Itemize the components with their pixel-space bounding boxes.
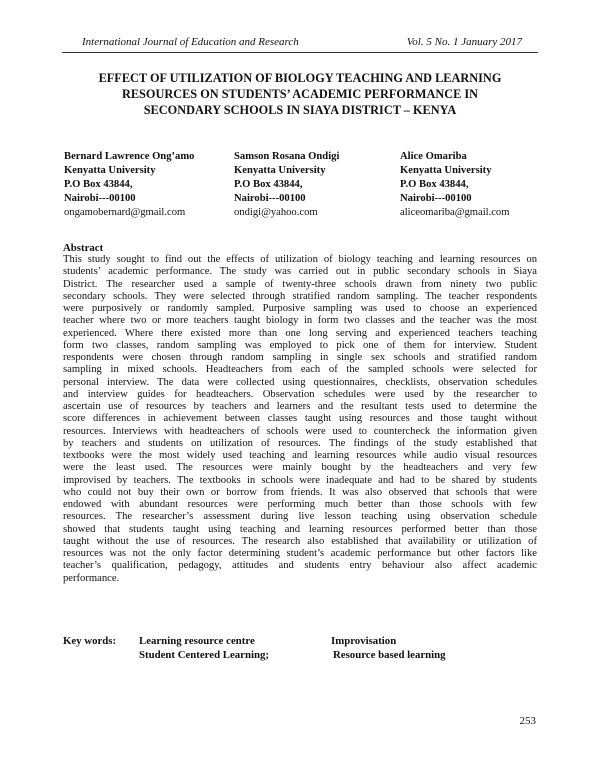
author-city: Nairobi---00100 — [234, 193, 306, 204]
keyword: Resource based learning — [333, 649, 446, 661]
title-line: SECONDARY SCHOOLS IN SIAYA DISTRICT – KENYA — [143, 103, 457, 117]
abstract-line: form two classes, random sampling was employed to pick one of them for interview. Student — [63, 339, 537, 351]
author-block — [64, 150, 194, 220]
author-name: Bernard Lawrence Ong’amo — [64, 151, 195, 162]
abstract-line: resources. The researcher’s assessment during live lesson teaching using observation schedule — [63, 511, 537, 523]
keyword: Learning resource centre — [139, 635, 255, 647]
keywords-label: Key words: — [63, 635, 117, 647]
author-institution: Kenyatta University — [64, 165, 156, 176]
author-block — [400, 150, 509, 220]
abstract-line: taught without the use of resources. The research also established that availability or utilization of — [63, 535, 537, 547]
abstract-line: by teachers and students on utilization of resources. The findings of the study established that — [63, 437, 537, 449]
author-institution: Kenyatta University — [234, 165, 326, 176]
abstract-line: students’ academic performance. The study was carried out in public secondary schools in Siaya — [63, 266, 537, 278]
running-header — [82, 36, 522, 52]
keyword: Student Centered Learning; — [139, 649, 269, 661]
abstract-line: showed that students taught using teaching and learning resources performed better than those — [63, 523, 537, 535]
abstract-line: personal interview. The data were collected using questionnaires, checklists, observation schedules — [63, 376, 537, 388]
abstract-line: were the least used. The resources were mainly bought by the headteachers and very few — [63, 462, 537, 474]
author-name: Samson Rosana Ondigi — [234, 151, 340, 162]
author-block — [234, 150, 339, 220]
abstract-line: respondents were chosen through random sampling in single sex schools and stratified random — [63, 352, 537, 363]
abstract-line: teacher’s qualification, pedagogy, attitudes and students entry behaviour also affect academic — [63, 560, 537, 572]
journal-name: International Journal of Education and Research — [82, 36, 299, 48]
author-box: P.O Box 43844, — [64, 179, 133, 190]
abstract-line: This study sought to find out the effects of utilization of biology teaching and learning resources on — [63, 254, 537, 265]
keywords — [63, 635, 533, 665]
author-institution: Kenyatta University — [400, 165, 492, 176]
author-city: Nairobi---00100 — [64, 193, 136, 204]
header-rule — [62, 52, 538, 53]
abstract-line: sampling in mixed schools. Headteachers from each of the sampled schools were selected for — [63, 364, 537, 376]
title-line: RESOURCES ON STUDENTS’ ACADEMIC PERFORMANCE IN — [121, 87, 479, 101]
author-email: aliceomariba@gmail.com — [400, 207, 510, 218]
author-email: ondigi@yahoo.com — [234, 207, 318, 218]
issue-info: Vol. 5 No. 1 January 2017 — [406, 36, 522, 48]
abstract-line: teacher where two or more teachers taught biology in form two classes and the teacher was the most — [63, 315, 537, 327]
keyword: Improvisation — [331, 635, 397, 647]
abstract-line: textbooks were the most widely used teaching and learning resources while audio visual resources — [63, 450, 537, 461]
title-line: EFFECT OF UTILIZATION OF BIOLOGY TEACHING AND LEARNING — [98, 71, 502, 85]
abstract-line: ascertain use of resources by teachers and learners and the resultant tests used to determine the — [63, 401, 537, 412]
abstract-line: were purposively or randomly sampled. Purposive sampling was used to choose an experienced — [63, 303, 537, 314]
abstract-line: endowed with abundant resources were performing much better than those schools with few — [63, 499, 537, 510]
author-city: Nairobi---00100 — [400, 193, 472, 204]
abstract-line: secondary schools. They were selected through stratified random sampling. The teacher respondents — [63, 290, 537, 302]
abstract-line: resources. Interviews with headteachers of schools were used to countercheck the information given — [63, 425, 537, 437]
abstract-line: performance. — [63, 572, 120, 584]
paper-title — [60, 70, 540, 118]
abstract-line: score differences in achievement between classes taught using resources and those taught without — [63, 413, 537, 425]
abstract-line: District. The researcher used a sample of twenty-three schools drawn from ninety two public — [63, 278, 537, 290]
abstract-body — [63, 254, 537, 585]
page-number: 253 — [519, 715, 536, 727]
abstract-line: and interview guides for headteachers. Observation schedules were used by the researcher to — [63, 388, 537, 400]
abstract-line: resources was not the only factor determining student’s academic performance but other factors like — [63, 548, 537, 559]
abstract-line: improvised by teachers. The textbooks in schools were inadequate and had to be shared by students — [63, 474, 537, 486]
author-name: Alice Omariba — [400, 151, 467, 162]
abstract-line: experienced. Where there existed more than one long serving and experienced teachers teaching — [63, 327, 537, 339]
author-email: ongamobernard@gmail.com — [64, 207, 186, 218]
author-box: P.O Box 43844, — [234, 179, 303, 190]
author-box: P.O Box 43844, — [400, 179, 469, 190]
abstract-heading: Abstract — [63, 242, 104, 254]
abstract-line: who could not buy their own or borrow from friends. It was also observed that schools that were — [63, 486, 537, 498]
